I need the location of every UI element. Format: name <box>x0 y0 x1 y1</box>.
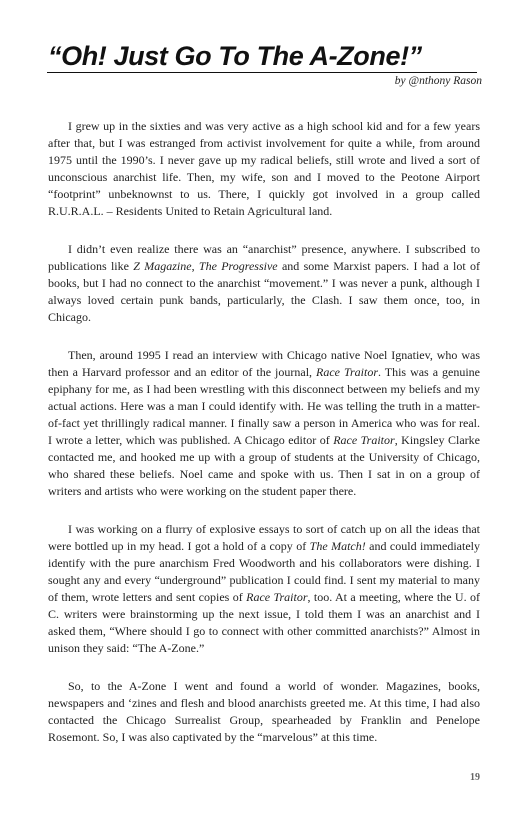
paragraph-text: , too. At a meeting, where the U. of C. writers were brainstorming up the next issue, I told them I was an anarchist and I asked them, “Where should I go to connect with other committed anarchists?” Almost in unison they said: “The A-Zone.” <box>48 590 480 655</box>
italic-title-text: Z Magazine <box>133 259 192 273</box>
paragraph-text: So, to the A-Zone I went and found a world of wonder. Magazines, books, newspapers and ‘zines and flesh and blood anarchists greeted me. At this time, I had also contacted the Chicago Surrealist Group, spearheaded by Franklin and Penelope Rosemont. So, I was also captivated by the “marvelous” at this time. <box>48 679 480 744</box>
paragraph-text: . This was a genuine epiphany for me, as I had been wrestling with this disconnect between my beliefs and my actual actions. Here was a man I could identify with. He was telling the truth in a matter-of-fact yet thrillingly radical manner. I finally saw a person in America who was for real. I wrote a letter, which was published. A Chicago editor of <box>48 365 480 447</box>
article-body <box>48 118 480 767</box>
title-rule <box>47 72 477 73</box>
body-paragraph <box>48 118 480 220</box>
italic-title-text: The Progressive <box>198 259 278 273</box>
byline: by @nthony Rason <box>394 75 482 87</box>
italic-title-text: Race Traitor <box>333 433 395 447</box>
body-paragraph <box>48 678 480 746</box>
paragraph-text: , Kingsley Clarke contacted me, and hooked me up with a group of students at the University of Chicago, who shared these beliefs. Noel came and spoke with us. Then I sat in on a group of writers and artists who were working on the student paper there. <box>48 433 480 498</box>
body-paragraph <box>48 521 480 657</box>
article-title: “Oh! Just Go To The A-Zone!” <box>48 41 422 71</box>
paragraph-text: and some Marxist papers. I had a lot of books, but I had no connect to the anarchist “movement.” I was never a punk, although I always loved certain punk bands, particularly, the Clash. I saw them once, too, in Chicago. <box>48 259 481 324</box>
body-paragraph <box>48 241 480 326</box>
paragraph-text: I didn’t even realize there was an “anarchist” presence, anywhere. I subscribed to publications like <box>48 242 480 273</box>
body-paragraph <box>48 347 480 500</box>
italic-title-text: The Match! <box>309 539 366 553</box>
page-number: 19 <box>470 772 480 783</box>
paragraph-text: I grew up in the sixties and was very active as a high school kid and for a few years after that, but I was estranged from activist involvement for quite a while, from around 1975 until the 1990’s. I never gave up my radical beliefs, still wrote and lived a sort of unconscious anarchist life. Then, my wife, son and I moved to the Peotone Airport “footprint” unbeknownst to us. There, I quickly got involved in a group called R.U.R.A.L. – Residents United to Retain Agricultural land. <box>48 119 480 218</box>
paragraph-text: , <box>191 259 199 273</box>
paragraph-text: I was working on a flurry of explosive essays to sort of catch up on all the ideas that were bottled up in my head. I got a hold of a copy of <box>48 522 480 553</box>
paragraph-text: and could immediately identify with the pure anarchism Fred Woodworth and his collaborators were dishing. I sought any and every “underground” publication I could find. I sent my material to many of them, wrote letters and sent copies of <box>48 539 480 604</box>
italic-title-text: Race Traitor <box>316 365 378 379</box>
paragraph-text: Then, around 1995 I read an interview with Chicago native Noel Ignatiev, who was then a Harvard professor and an editor of the journal, <box>48 348 480 379</box>
italic-title-text: Race Traitor <box>246 590 308 604</box>
